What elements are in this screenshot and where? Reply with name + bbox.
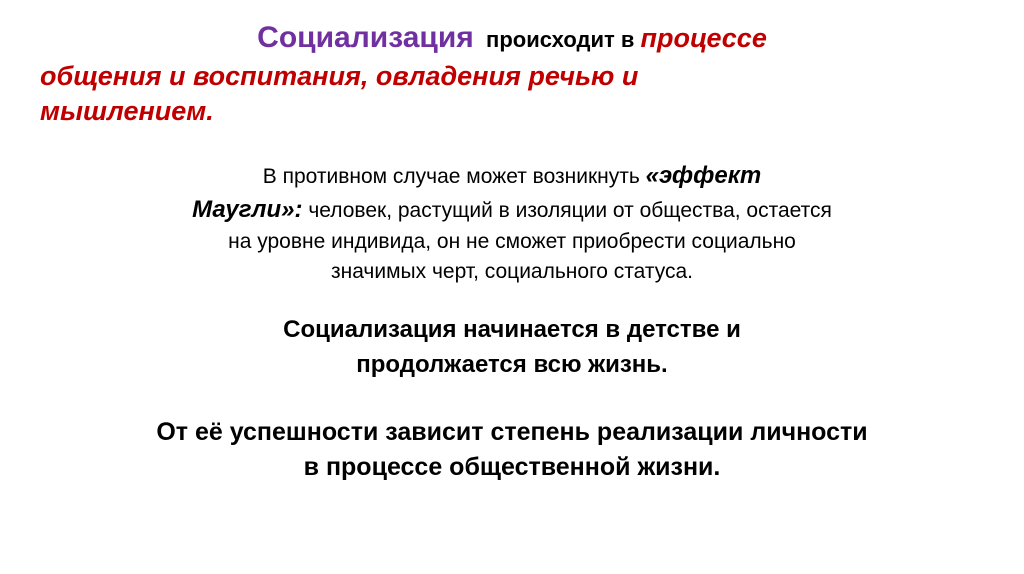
- title-connector-text: происходит в: [486, 27, 635, 52]
- bullet-line-1: Социализация начинается в детстве и: [283, 315, 741, 343]
- bullet-block: [40, 313, 984, 383]
- title-emphasis-line3: мышлением.: [40, 96, 214, 127]
- bullet-line-2: продолжается всю жизнь.: [356, 350, 668, 378]
- title-emphasis-wrap: [40, 59, 984, 129]
- paragraph-line1-emphasis: «эффект: [645, 162, 762, 190]
- paragraph-line1-plain: В противном случае может возникнуть: [262, 165, 646, 189]
- title-highlight-word: Социализация: [257, 21, 474, 54]
- title-block: [40, 18, 984, 129]
- title-connector: [474, 27, 486, 52]
- paragraph-line-1: [40, 159, 984, 193]
- paragraph-block: [40, 159, 984, 287]
- paragraph-line-4: значимых черт, социального статуса.: [330, 260, 694, 284]
- paragraph-line-2: [40, 193, 984, 227]
- closing-block: [40, 415, 984, 486]
- closing-line-2: в процессе общественной жизни.: [303, 453, 721, 482]
- bullet-square-icon: [190, 315, 212, 337]
- paragraph-line-3: на уровне индивида, он не сможет приобрести социально: [228, 230, 796, 254]
- closing-line-1: От её успешности зависит степень реализации личности: [156, 417, 868, 446]
- paragraph-line2-plain: человек, растущий в изоляции от общества, остается: [302, 199, 832, 223]
- title-emphasis-line1: процессе: [640, 23, 767, 53]
- paragraph-line2-emphasis: Маугли»:: [192, 196, 303, 224]
- title-emphasis-line2: общения и воспитания, овладения речью и: [40, 61, 639, 91]
